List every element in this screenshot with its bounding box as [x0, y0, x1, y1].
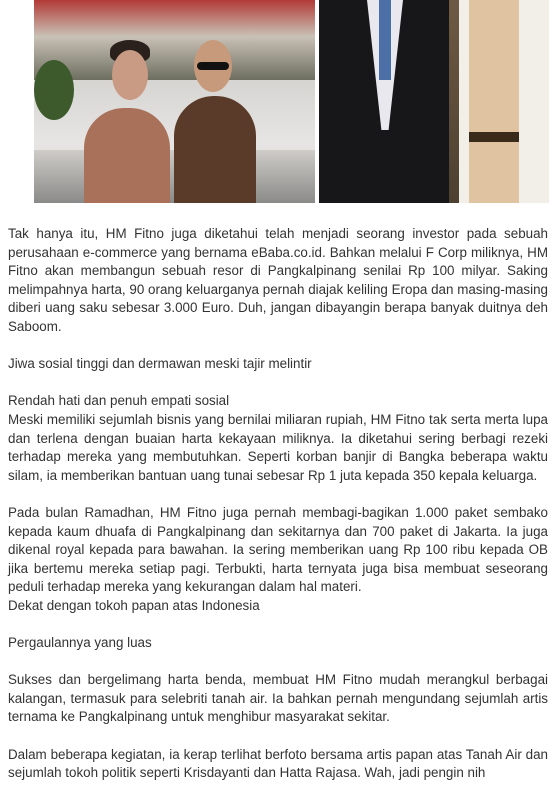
paragraph-sukses: Sukses dan bergelimang harta benda, membuat HM Fitno mudah merangkul berbagai kalangan, termasuk para selebriti tanah air. Ia bahkan pernah mengundang sejumlah artis ternama ke Pangkalpinang untuk menghibur masyarakat sekitar. [8, 672, 548, 725]
plant-shape [34, 60, 74, 120]
paragraph-ramadhan: Pada bulan Ramadhan, HM Fitno juga pernah membagi-bagikan 1.000 paket sembako kepada kaum dhuafa di Pangkalpinang dan sekitarnya dan 700 paket di Jakarta. Ia juga dikenal royal kepada para bawahan. Ia sering memberikan uang Rp 100 ribu kepada OB jika bertemu mereka setiap pagi. Terbukti, harta ternyata juga bisa membuat seseorang peduli terhadap mereka yang kekurangan dalam hal materi. [8, 504, 548, 595]
article-body [8, 225, 548, 783]
heading-jiwa-sosial: Jiwa sosial tinggi dan dermawan meski tajir melintir [8, 356, 312, 372]
belt [469, 132, 519, 142]
paragraph-investor: Tak hanya itu, HM Fitno juga diketahui telah menjadi seorang investor pada sebuah perusahaan e-commerce yang bernama eBaba.co.id. Bahkan melalui F Corp miliknya, HM Fitno akan membangun sebuah resor di Pangkalpinang senilai Rp 100 milyar. Saking melimpahnya harta, 90 orang keluarganya pernah diajak keliling Eropa dan masing-masing diberi uang saku sebesar 3.000 Euro. Duh, jangan dibayangin berapa banyak duitnya deh Saboom. [8, 226, 548, 334]
woman-figure [84, 108, 170, 203]
photo-suits [319, 0, 549, 203]
photo-row [34, 0, 549, 203]
beige-shirt [469, 0, 519, 203]
photo-couple [34, 0, 315, 203]
heading-rendah-hati: Rendah hati dan penuh empati sosial [8, 393, 230, 409]
paragraph-empati: Meski memiliki sejumlah bisnis yang bernilai miliaran rupiah, HM Fitno tak serta merta lupa dan terlena dengan buaian harta kekayaan miliknya. Ia diketahui sering berbagi rezeki terhadap mereka yang membutuhkan. Seperti korban banjir di Bangka beberapa waktu silam, ia memberikan bantuan uang tunai sebesar Rp 1 juta kepada 350 kepala keluarga. [8, 411, 548, 483]
woman-head [112, 50, 148, 100]
heading-tokoh: Dekat dengan tokoh papan atas Indonesia [8, 597, 260, 613]
sunglasses [197, 62, 229, 70]
paragraph-kegiatan: Dalam beberapa kegiatan, ia kerap terlihat berfoto bersama artis papan atas Tanah Air dan sejumlah tokoh politik seperti Krisdayanti dan Hatta Rajasa. Wah, jadi pengin nih [8, 746, 548, 781]
blue-tie [379, 0, 391, 80]
man-figure [174, 96, 256, 203]
heading-pergaulan: Pergaulannya yang luas [8, 635, 152, 651]
